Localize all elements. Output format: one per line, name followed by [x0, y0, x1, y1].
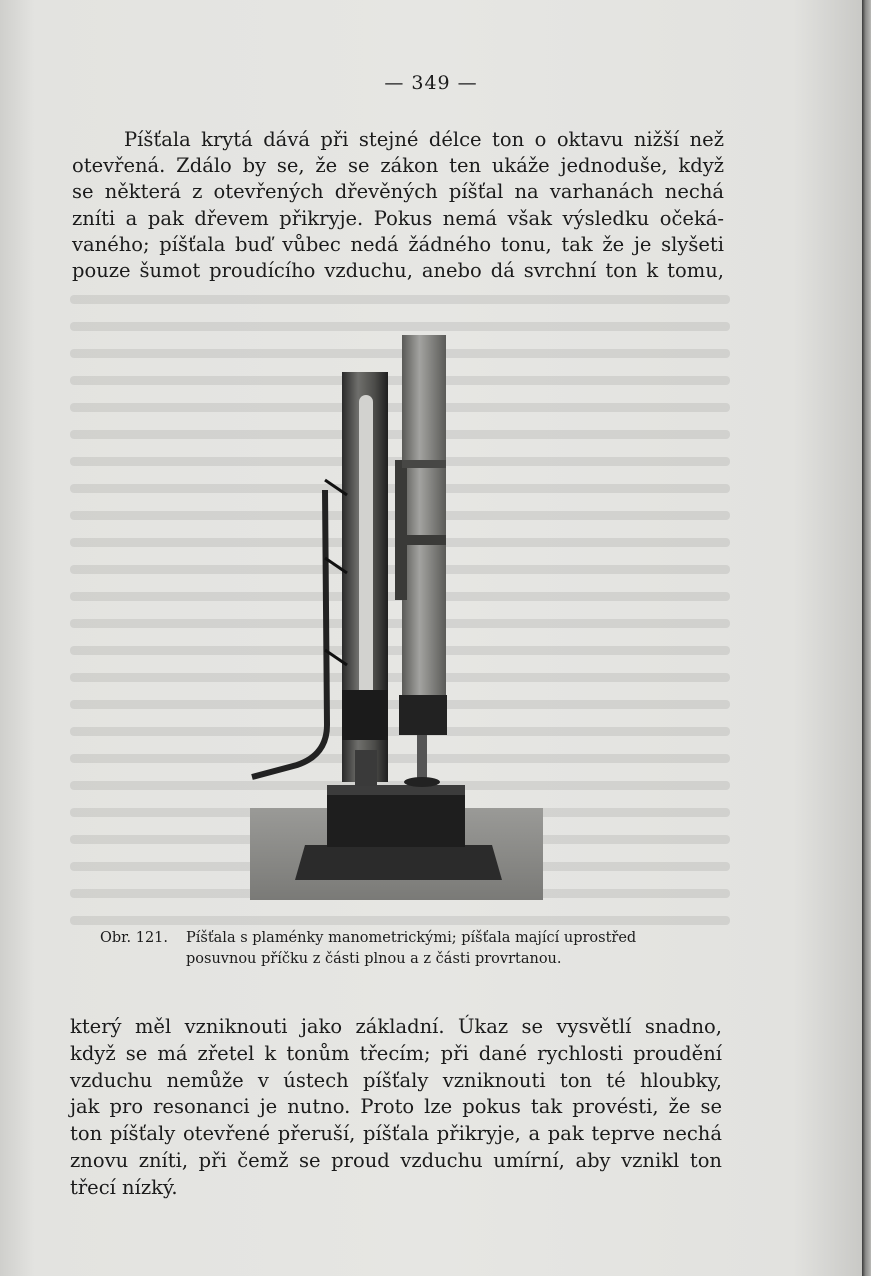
figure-caption — [100, 928, 740, 970]
caption-number: Obr. 121. — [100, 930, 169, 946]
top-line-4: zníti a pak dřevem přikryje. Pokus nemá však výsledku očeká- — [72, 206, 724, 230]
top-line-3: se některá z otevřených dřevěných píšťal na varhanách nechá — [72, 180, 724, 204]
organ-pipe-photograph — [247, 330, 552, 905]
top-line-5: vaného; píšťala buď vůbec nedá žádného tonu, tak že je slyšeti — [72, 232, 724, 256]
bottom-line-2: když se má zřetel k tonům třecím; při dané rychlosti proudění — [70, 1041, 722, 1065]
bottom-line-4: jak pro resonanci je nutno. Proto lze pokus tak provésti, že se — [70, 1095, 722, 1119]
top-line-1: Píšťala krytá dává při stejné délce ton o oktavu nižší než — [124, 128, 724, 151]
caption-text-2: posuvnou příčku z části plnou a z části provrtanou. — [186, 951, 562, 967]
book-spine-edge — [862, 0, 871, 1276]
bottom-line-7: třecí nízký. — [70, 1175, 178, 1199]
bottom-paragraph — [70, 1014, 722, 1202]
caption-first-line — [100, 928, 740, 949]
top-line-6: pouze šumot proudícího vzduchu, anebo dá svrchní ton k tomu, — [72, 259, 724, 283]
bottom-line-6: znovu zníti, při čemž se proud vzduchu umírní, aby vznikl ton — [70, 1148, 722, 1172]
bottom-line-5: ton píšťaly otevřené přeruší, píšťala přikryje, a pak teprve nechá — [70, 1122, 722, 1146]
page-number: — 349 — — [384, 72, 478, 94]
bottom-line-3: vzduchu nemůže v ústech píšťaly vzniknouti ton té hloubky, — [70, 1068, 722, 1092]
top-line-2: otevřená. Zdálo by se, že se zákon ten ukáže jednoduše, když — [72, 154, 724, 178]
top-paragraph — [72, 127, 724, 284]
bottom-line-1: který měl vzniknouti jako základní. Úkaz se vysvětlí snadno, — [70, 1015, 722, 1038]
caption-text-1: Píšťala s plaménky manometrickými; píšťala mající uprostřed — [186, 930, 637, 946]
